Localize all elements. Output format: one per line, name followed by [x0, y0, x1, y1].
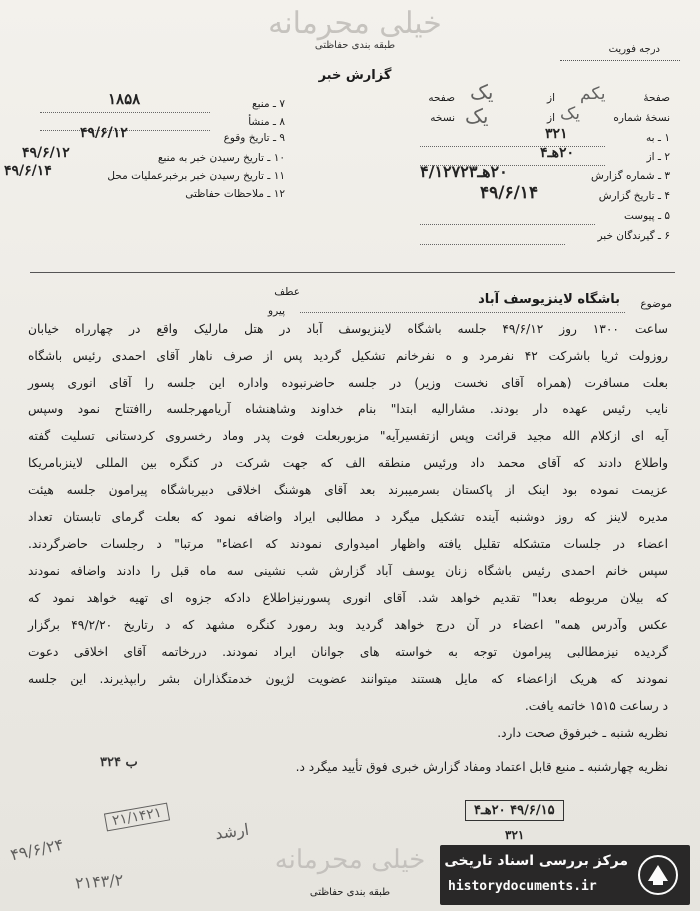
handwritten-number: ۳۲۱ [505, 828, 525, 842]
field-11-label: ۱۱ ـ تاریخ رسیدن خبر برخبرعملیات محل [107, 170, 285, 182]
field-9-value: ۴۹/۶/۱۲ [80, 125, 128, 141]
handwritten-code-box: ۴۹/۶/۱۵ ۲۰هـ۴ [465, 800, 564, 821]
field-5-dots [420, 224, 595, 225]
priority-label: درجه فوریت [608, 44, 660, 55]
page-number-prefix: صفحهٔ [643, 92, 670, 104]
subject-underline [300, 312, 625, 313]
copy-of-label: از [547, 112, 555, 124]
page-of-value: یک [470, 80, 494, 104]
field-12-label: ۱۲ ـ ملاحظات حفاظتی [185, 188, 285, 200]
registry-stamp: ۲۱/۱۴۲۱ [104, 803, 170, 832]
body-line: بعلت مسافرت (همراه آقای نخست وزیر) در جلسه حاضرنبوده واداره این جلسه را آقای انوری پسور [28, 376, 668, 390]
classification-label: طبقه بندی حفاظتی [314, 40, 396, 51]
priority-underline [560, 60, 680, 61]
body-line: که بیلان مربوطه بعدا" تقدیم خواهد شد. آقای انوری پسورنیزاطلاع دادکه جزوه ای تهیه خواهد نمود که [28, 591, 668, 605]
body-line: نمودند که هریک ازاعضاء که مایل هستند میتوانند عضویت لژیون خدمتگذاران بشر رابپذیرند. این جلسه [28, 672, 668, 686]
body-line: گردیده نیزمطالبی پیرامون توجه به خواسته های جوانان ایراد نمودند. دررخاتمه آقای اخلاقی دعوت [28, 645, 668, 659]
subject-value: باشگاه لاینزیوسف آباد [478, 292, 620, 307]
body-line: مدیره لاینز که روز دوشنبه آینده تشکیل میگرد د مطالبی ایراد واضافه نمود که بعلت گرمای تابستان تعداد [28, 510, 668, 524]
bottom-secret-stamp: خیلی محرمانه [274, 845, 426, 875]
field-7-label: ۷ ـ منبع [252, 98, 285, 110]
field-4-label: ۴ ـ تاریخ گزارش [598, 190, 670, 202]
copy-of-value: یک [465, 104, 489, 128]
top-secret-stamp: خیلی محرمانه [268, 6, 442, 41]
body-line: سپس خانم احمدی رئیس باشگاه زنان یوسف آباد گزارش شب نشینی سه ماه قبل را دادند واضافه نمودند [28, 564, 668, 578]
handwritten-number-bottom: ۲۱۴۳/۲ [74, 870, 124, 893]
handwritten-ref-b: ب ۳۲۴ [100, 755, 138, 770]
body-line: د رساعت ۱۵۱۵ خاتمه یافت. [524, 699, 668, 713]
field-8-label: ۸ ـ منشأ [248, 116, 285, 128]
field-3-value: ۲۰هـ۴/۱۲۷۲۳ [420, 162, 508, 181]
field-1-value: ۳۲۱ [545, 126, 568, 142]
separator-line [30, 272, 675, 273]
page-number-value: یکم [580, 84, 606, 104]
logo-title: مرکز بررسی اسناد تاریخی [444, 853, 628, 869]
page-label: صفحه [428, 92, 455, 104]
field-11-value: ۴۹/۶/۱۴ [4, 163, 52, 179]
assessment-line-saturday: نظریه شنبه ـ خبرفوق صحت دارد. [497, 726, 668, 740]
field-6-label: ۶ ـ گیرندگان خبر [597, 230, 670, 242]
archive-emblem-icon [636, 853, 680, 897]
body-line: واطلاع دادند که آقای محمد داد ورئیس منطقه الف که جهت شرکت در کنگره بین المللی لاینزبامریکا [28, 456, 668, 470]
field-6-dots [420, 244, 565, 245]
field-4-value: ۴۹/۶/۱۴ [480, 183, 539, 203]
body-line: اعضاء در جلسات متشکله تقلیل یافته واظهار امیدواری نمودند که اعضاء" مرتبا" د رجلسات حاضرگردند. [28, 537, 668, 551]
page-of-label: از [547, 92, 555, 104]
follow-up-label: پیرو [268, 305, 285, 317]
history-documents-logo [440, 845, 690, 905]
field-10-value: ۴۹/۶/۱۲ [22, 145, 70, 161]
report-title: گزارش خبر [318, 68, 392, 83]
field-1-label: ۱ ـ به [646, 132, 670, 144]
body-line: نایب رئیس عهده دار بودند. مشارالیه ابتدا" بنام خداوند وشاهنشاه آریامهرجلسه راافتتاح نمود وسپس [28, 402, 668, 416]
body-line: عکس وآدرس همه" اعضاء در آن درج خواهد گردید وبد رمورد کنگره مشهد که د رتاریخ ۴۹/۲/۲۰ برگزار [28, 618, 668, 632]
field-7-dots [40, 112, 210, 113]
field-9-label: ۹ ـ تاریخ وقوع [223, 132, 285, 144]
field-1-dots [420, 146, 605, 147]
copy-number-prefix: نسخهٔ شماره [613, 112, 670, 124]
handwritten-date: ۴۹/۶/۲۴ [8, 834, 66, 865]
assessment-line-wednesday: نظریه چهارشنبه ـ منبع قابل اعتماد ومفاد گزارش خبری فوق تأیید میگرد د. [295, 760, 668, 774]
field-2-value: ۲۰هـ۴ [540, 145, 575, 161]
field-5-label: ۵ ـ پیوست [623, 210, 670, 222]
reference-label: عطف [274, 286, 300, 298]
field-2-label: ۲ ـ از [646, 151, 670, 163]
body-line: روزولت ثریا باشرکت ۴۲ نفرمرد و ه نفرخانم تشکیل گردید پس از صرف ناهار آقای احمدی رئیس باشگاه [28, 349, 668, 363]
body-line: عزیمت نموده بود اینک از پاکستان بسرمیبرند بعد آقای هوشنگ اخلاقی دبیرباشگاه پیرامون جلسه هیئت [28, 483, 668, 497]
body-line: آیه ای ازکلام الله مجید قرائت وپس ازتفسیرآیه" مزبوربعلت فوت پدر وماد رخسروی کردستانی تسلیت گفته [28, 429, 668, 443]
handwritten-note-arshad: ارشد [213, 819, 251, 844]
logo-url: historydocuments.ir [448, 879, 597, 894]
body-line: ساعت ۱۳۰۰ روز ۴۹/۶/۱۲ جلسه باشگاه لاینزیوسف آباد در هتل مارلیک واقع در چهارراه خیابان [28, 322, 669, 336]
copy-number-value: یک [560, 104, 580, 124]
copy-label: نسخه [430, 112, 455, 124]
field-3-label: ۳ ـ شماره گزارش [591, 170, 670, 182]
field-7-value: ۱۸۵۸ [108, 90, 141, 108]
field-10-label: ۱۰ ـ تاریخ رسیدن خبر به منبع [157, 152, 285, 164]
subject-label: موضوع [640, 298, 672, 310]
bottom-classification-label: طبقه بندی حفاظتی [309, 887, 391, 898]
